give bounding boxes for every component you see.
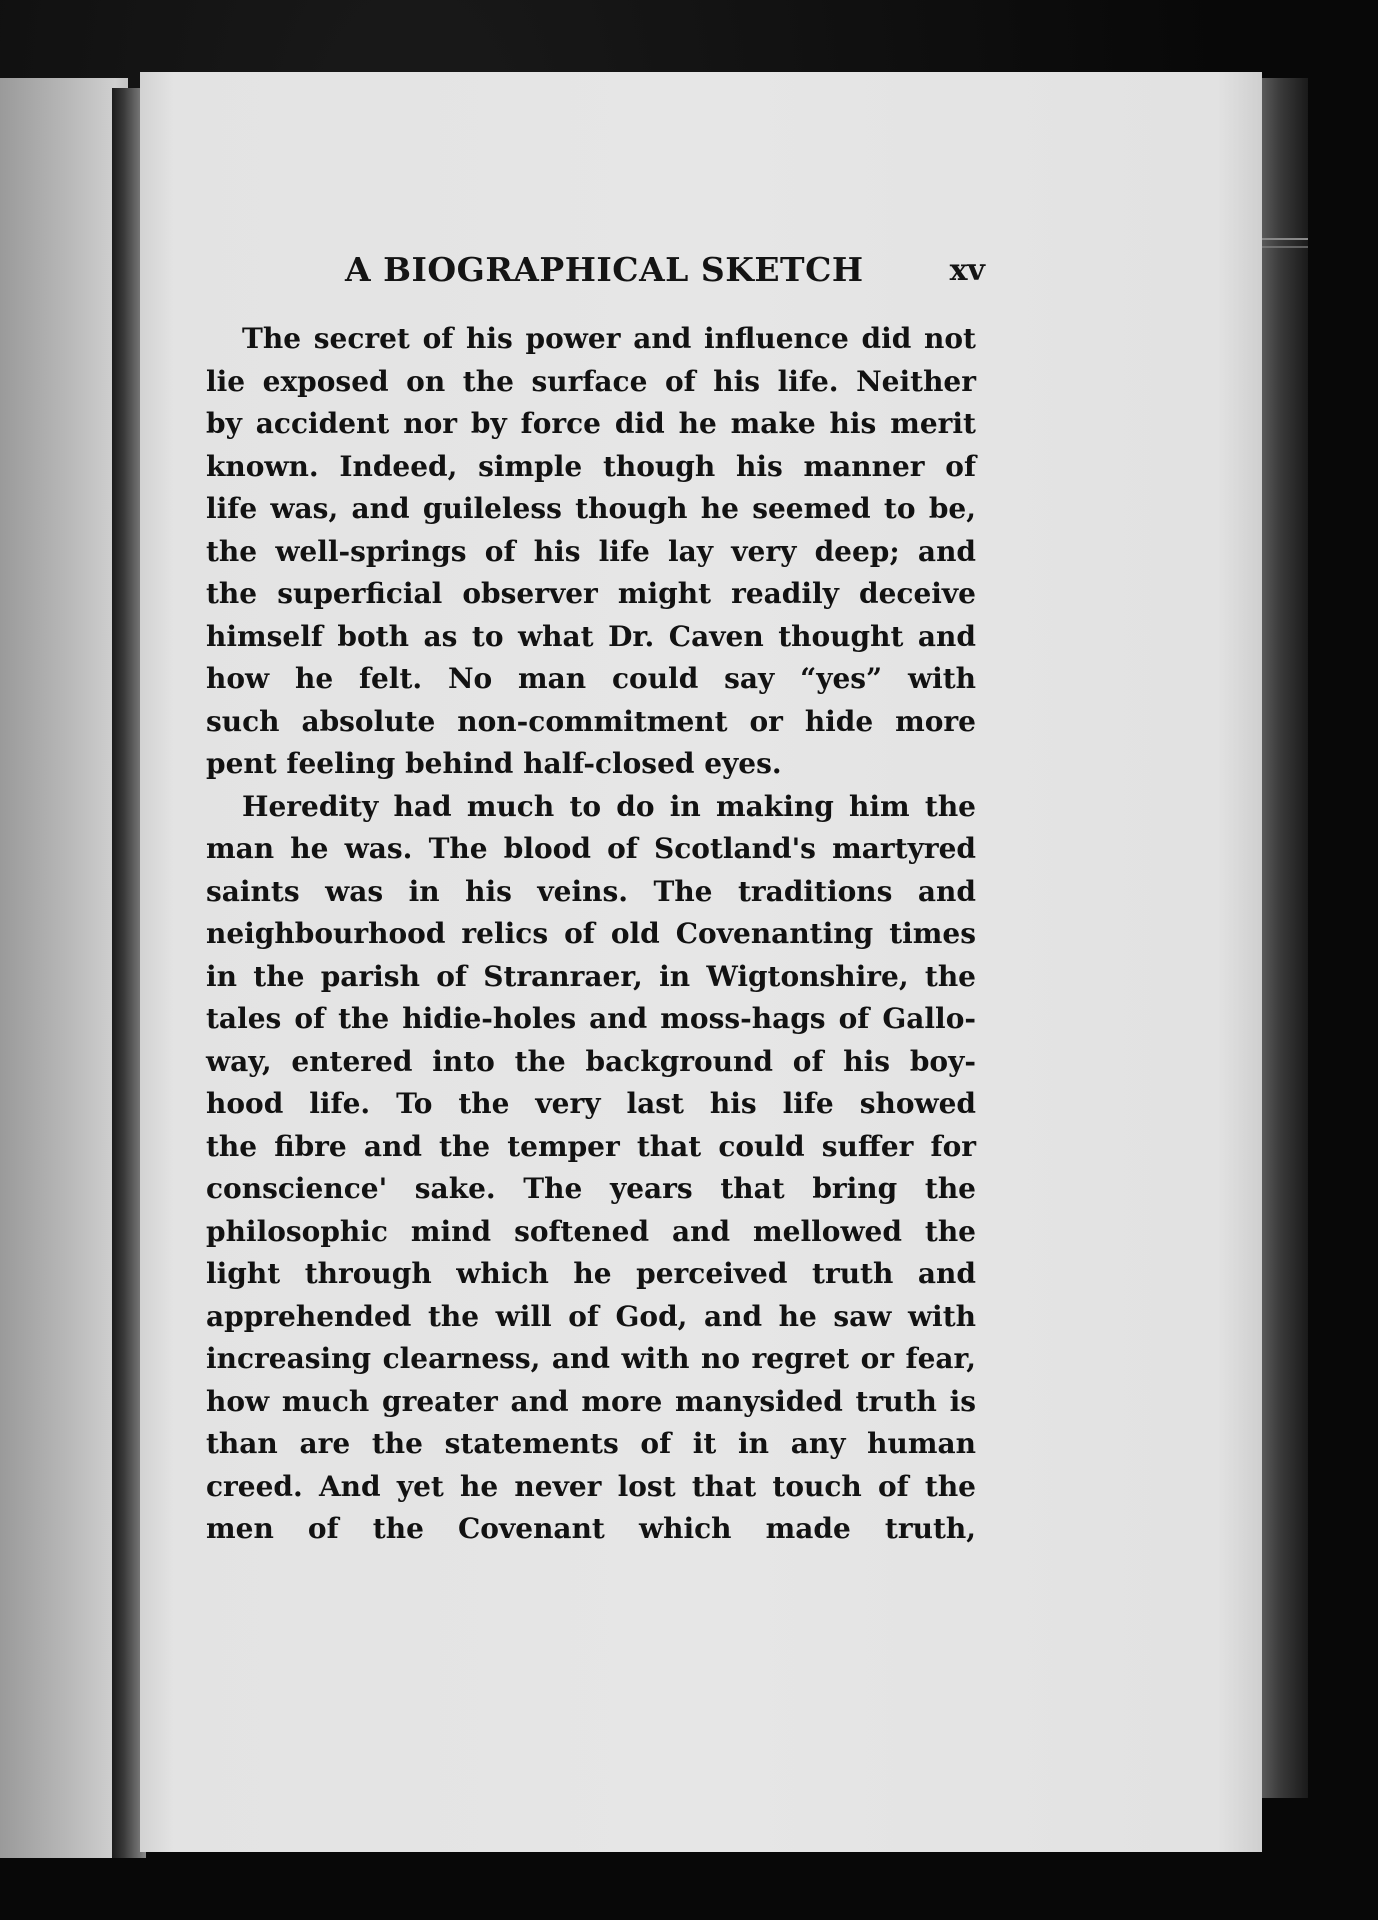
text-line: apprehended the will of God, and he saw with <box>206 1299 976 1333</box>
text-line: such absolute non-commitment or hide more <box>206 704 976 738</box>
text-line: life was, and guileless though he seemed to be, <box>206 492 976 525</box>
text-line: conscience' sake. The years that bring the <box>206 1172 976 1205</box>
page-number: xv <box>949 253 985 288</box>
text-line: in the parish of Stranraer, in Wigtonshire, the <box>206 959 976 993</box>
text-line: himself both as to what Dr. Caven thought and <box>206 619 976 653</box>
running-title: A BIOGRAPHICAL SKETCH <box>345 250 864 289</box>
text-line: tales of the hidie-holes and moss-hags of Gallo- <box>206 1002 976 1035</box>
text-line: than are the statements of it in any human <box>206 1427 976 1460</box>
text-line: saints was in his veins. The traditions and <box>206 874 976 908</box>
text-line: the well-springs of his life lay very deep; and <box>206 534 976 568</box>
text-line: how much greater and more manysided truth is <box>206 1384 976 1418</box>
text-line: hood life. To the very last his life showed <box>206 1087 976 1120</box>
text-line: The secret of his power and influence did not <box>242 322 976 355</box>
text-line: philosophic mind softened and mellowed the <box>206 1214 976 1248</box>
text-line: man he was. The blood of Scotland's martyred <box>206 832 976 865</box>
facing-page-edge <box>0 78 128 1858</box>
page-stack-edge <box>1262 78 1308 1798</box>
text-line: increasing clearness, and with no regret or fear, <box>206 1342 976 1375</box>
text-line: Heredity had much to do in making him the <box>242 789 976 823</box>
text-line: light through which he perceived truth and <box>206 1257 976 1290</box>
body-text <box>206 318 976 1551</box>
text-line: men of the Covenant which made truth, <box>206 1512 976 1545</box>
text-line: the fibre and the temper that could suffer for <box>206 1129 976 1163</box>
text-line: pent feeling behind half-closed eyes. <box>206 747 782 780</box>
text-line: the superficial observer might readily deceive <box>206 577 976 610</box>
text-line: known. Indeed, simple though his manner of <box>206 449 976 483</box>
text-line: neighbourhood relics of old Covenanting times <box>206 917 976 950</box>
running-header <box>345 250 985 290</box>
text-line: lie exposed on the surface of his life. Neither <box>206 364 976 398</box>
text-line: way, entered into the background of his boy- <box>206 1044 976 1078</box>
text-line: by accident nor by force did he make his merit <box>206 407 976 440</box>
text-line: how he felt. No man could say “yes” with <box>206 662 976 695</box>
text-line: creed. And yet he never lost that touch of the <box>206 1469 976 1503</box>
